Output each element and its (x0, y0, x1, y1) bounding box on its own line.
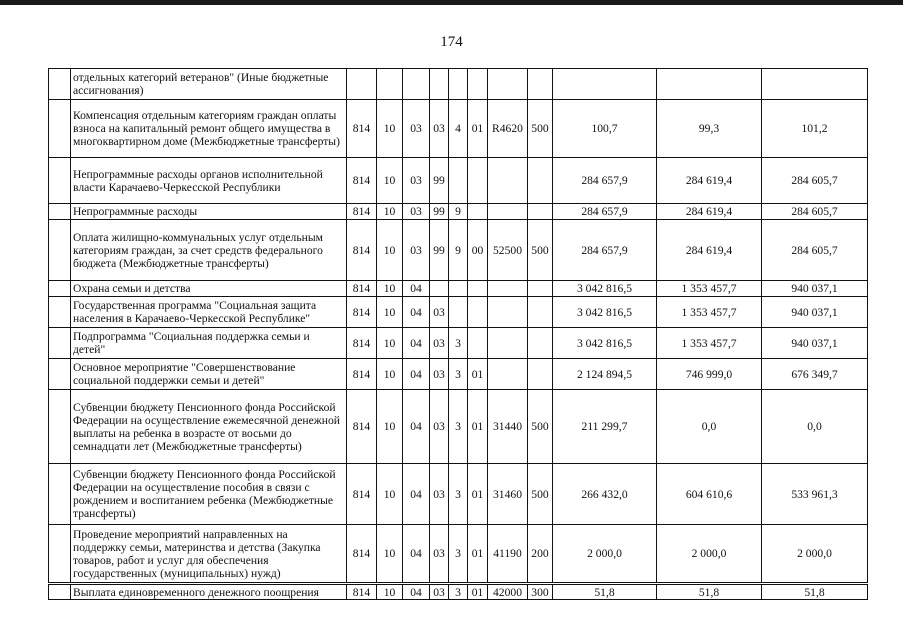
row-name-cell: Непрограммные расходы органов исполнительной власти Карачаево-Черкесской Республики (71, 158, 347, 204)
target-code-3-cell: 01 (468, 390, 488, 464)
vr-code-cell (528, 359, 553, 390)
target-code-2-cell (449, 297, 468, 328)
target-code-3-cell: 00 (468, 220, 488, 281)
vr-code-cell: 300 (528, 584, 553, 600)
pr-code-cell: 04 (403, 281, 430, 297)
rz-code-cell: 10 (377, 204, 403, 220)
target-code-1-cell: 03 (430, 390, 449, 464)
target-code-1-cell: 99 (430, 204, 449, 220)
year-2-amount-cell: 746 999,0 (657, 359, 762, 390)
year-3-amount-cell: 284 605,7 (762, 158, 868, 204)
pr-code-cell: 04 (403, 359, 430, 390)
target-code-4-cell: 41190 (488, 525, 528, 584)
table-row (49, 69, 868, 100)
target-code-3-cell (468, 69, 488, 100)
vr-code-cell (528, 158, 553, 204)
rz-code-cell: 10 (377, 525, 403, 584)
year-2-amount-cell: 604 610,6 (657, 464, 762, 525)
table-row (49, 584, 868, 600)
target-code-3-cell: 01 (468, 464, 488, 525)
table-row (49, 525, 868, 584)
blank-cell (49, 69, 71, 100)
row-name-cell: Основное мероприятие "Совершенствование социальной поддержки семьи и детей" (71, 359, 347, 390)
table-body (49, 69, 868, 600)
year-1-amount-cell: 3 042 816,5 (553, 328, 657, 359)
pr-code-cell: 04 (403, 328, 430, 359)
blank-cell (49, 328, 71, 359)
year-2-amount-cell: 1 353 457,7 (657, 281, 762, 297)
target-code-4-cell (488, 359, 528, 390)
year-3-amount-cell: 0,0 (762, 390, 868, 464)
gr-code-cell: 814 (347, 100, 377, 158)
year-2-amount-cell: 1 353 457,7 (657, 297, 762, 328)
target-code-2-cell: 9 (449, 204, 468, 220)
target-code-3-cell (468, 281, 488, 297)
blank-cell (49, 281, 71, 297)
blank-cell (49, 297, 71, 328)
year-3-amount-cell: 940 037,1 (762, 281, 868, 297)
target-code-4-cell (488, 328, 528, 359)
gr-code-cell: 814 (347, 281, 377, 297)
target-code-1-cell: 03 (430, 464, 449, 525)
rz-code-cell: 10 (377, 390, 403, 464)
rz-code-cell: 10 (377, 359, 403, 390)
row-name-cell: Выплата единовременного денежного поощрения (71, 584, 347, 600)
target-code-4-cell: 31440 (488, 390, 528, 464)
table-row (49, 464, 868, 525)
target-code-1-cell (430, 69, 449, 100)
rz-code-cell: 10 (377, 281, 403, 297)
gr-code-cell: 814 (347, 525, 377, 584)
target-code-4-cell (488, 297, 528, 328)
year-3-amount-cell: 676 349,7 (762, 359, 868, 390)
gr-code-cell: 814 (347, 158, 377, 204)
table-row (49, 158, 868, 204)
target-code-2-cell (449, 69, 468, 100)
blank-cell (49, 158, 71, 204)
year-3-amount-cell: 2 000,0 (762, 525, 868, 584)
pr-code-cell: 04 (403, 390, 430, 464)
gr-code-cell: 814 (347, 297, 377, 328)
year-2-amount-cell: 99,3 (657, 100, 762, 158)
target-code-3-cell (468, 158, 488, 204)
year-3-amount-cell: 101,2 (762, 100, 868, 158)
table-row (49, 281, 868, 297)
table-row (49, 297, 868, 328)
row-name-cell: Субвенции бюджету Пенсионного фонда Российской Федерации на осуществление ежемесячной денежной выплаты на ребенка в возрасте от восьми до семнадцати лет (Межбюджетные трансферты) (71, 390, 347, 464)
vr-code-cell (528, 328, 553, 359)
page-number: 174 (440, 34, 463, 50)
year-3-amount-cell (762, 69, 868, 100)
blank-cell (49, 584, 71, 600)
target-code-1-cell: 99 (430, 220, 449, 281)
year-3-amount-cell: 51,8 (762, 584, 868, 600)
blank-cell (49, 220, 71, 281)
target-code-2-cell: 3 (449, 359, 468, 390)
target-code-4-cell (488, 158, 528, 204)
table-row (49, 100, 868, 158)
blank-cell (49, 204, 71, 220)
gr-code-cell: 814 (347, 220, 377, 281)
target-code-4-cell: 42000 (488, 584, 528, 600)
pr-code-cell: 04 (403, 464, 430, 525)
target-code-2-cell (449, 281, 468, 297)
vr-code-cell (528, 281, 553, 297)
vr-code-cell (528, 204, 553, 220)
pr-code-cell: 03 (403, 220, 430, 281)
rz-code-cell: 10 (377, 158, 403, 204)
target-code-4-cell: 52500 (488, 220, 528, 281)
pr-code-cell: 04 (403, 584, 430, 600)
target-code-1-cell: 03 (430, 584, 449, 600)
rz-code-cell (377, 69, 403, 100)
target-code-1-cell (430, 281, 449, 297)
year-2-amount-cell: 284 619,4 (657, 204, 762, 220)
year-2-amount-cell: 0,0 (657, 390, 762, 464)
pr-code-cell: 03 (403, 158, 430, 204)
year-1-amount-cell: 284 657,9 (553, 204, 657, 220)
gr-code-cell: 814 (347, 328, 377, 359)
year-1-amount-cell: 284 657,9 (553, 158, 657, 204)
target-code-3-cell (468, 297, 488, 328)
target-code-2-cell: 3 (449, 390, 468, 464)
year-1-amount-cell: 100,7 (553, 100, 657, 158)
table-row (49, 328, 868, 359)
rz-code-cell: 10 (377, 328, 403, 359)
gr-code-cell: 814 (347, 464, 377, 525)
year-1-amount-cell: 2 000,0 (553, 525, 657, 584)
target-code-1-cell: 99 (430, 158, 449, 204)
row-name-cell: Проведение мероприятий направленных на поддержку семьи, материнства и детства (Закупка товаров, работ и услуг для обеспечения государственных (муниципальных) нужд) (71, 525, 347, 584)
target-code-1-cell: 03 (430, 525, 449, 584)
target-code-3-cell: 01 (468, 100, 488, 158)
vr-code-cell: 200 (528, 525, 553, 584)
year-1-amount-cell: 3 042 816,5 (553, 281, 657, 297)
target-code-2-cell: 3 (449, 328, 468, 359)
year-2-amount-cell: 284 619,4 (657, 220, 762, 281)
gr-code-cell: 814 (347, 584, 377, 600)
target-code-2-cell: 3 (449, 525, 468, 584)
budget-table (48, 68, 868, 600)
pr-code-cell: 03 (403, 204, 430, 220)
pr-code-cell: 04 (403, 297, 430, 328)
year-1-amount-cell: 266 432,0 (553, 464, 657, 525)
year-1-amount-cell: 2 124 894,5 (553, 359, 657, 390)
vr-code-cell (528, 69, 553, 100)
vr-code-cell: 500 (528, 100, 553, 158)
target-code-4-cell: R4620 (488, 100, 528, 158)
target-code-3-cell: 01 (468, 584, 488, 600)
year-1-amount-cell: 3 042 816,5 (553, 297, 657, 328)
blank-cell (49, 525, 71, 584)
year-2-amount-cell: 1 353 457,7 (657, 328, 762, 359)
blank-cell (49, 390, 71, 464)
year-1-amount-cell: 211 299,7 (553, 390, 657, 464)
vr-code-cell: 500 (528, 390, 553, 464)
target-code-4-cell (488, 204, 528, 220)
gr-code-cell: 814 (347, 359, 377, 390)
year-3-amount-cell: 284 605,7 (762, 204, 868, 220)
target-code-2-cell (449, 158, 468, 204)
year-3-amount-cell: 533 961,3 (762, 464, 868, 525)
row-name-cell: Компенсация отдельным категориям граждан оплаты взноса на капитальный ремонт общего имущества в многоквартирном доме (Межбюджетные трансферты) (71, 100, 347, 158)
blank-cell (49, 100, 71, 158)
vr-code-cell: 500 (528, 464, 553, 525)
rz-code-cell: 10 (377, 584, 403, 600)
blank-cell (49, 359, 71, 390)
target-code-2-cell: 4 (449, 100, 468, 158)
year-2-amount-cell: 284 619,4 (657, 158, 762, 204)
year-1-amount-cell (553, 69, 657, 100)
row-name-cell: Охрана семьи и детства (71, 281, 347, 297)
row-name-cell: Оплата жилищно-коммунальных услуг отдельным категориям граждан, за счет средств федерального бюджета (Межбюджетные трансферты) (71, 220, 347, 281)
year-3-amount-cell: 940 037,1 (762, 328, 868, 359)
table-row (49, 220, 868, 281)
table-row (49, 204, 868, 220)
target-code-3-cell: 01 (468, 525, 488, 584)
year-1-amount-cell: 51,8 (553, 584, 657, 600)
year-1-amount-cell: 284 657,9 (553, 220, 657, 281)
gr-code-cell: 814 (347, 204, 377, 220)
target-code-4-cell: 31460 (488, 464, 528, 525)
target-code-2-cell: 3 (449, 464, 468, 525)
gr-code-cell: 814 (347, 390, 377, 464)
vr-code-cell (528, 297, 553, 328)
row-name-cell: Подпрограмма "Социальная поддержка семьи и детей" (71, 328, 347, 359)
target-code-4-cell (488, 69, 528, 100)
rz-code-cell: 10 (377, 220, 403, 281)
year-3-amount-cell: 284 605,7 (762, 220, 868, 281)
target-code-3-cell (468, 328, 488, 359)
target-code-4-cell (488, 281, 528, 297)
year-2-amount-cell: 2 000,0 (657, 525, 762, 584)
target-code-3-cell (468, 204, 488, 220)
pr-code-cell: 04 (403, 525, 430, 584)
rz-code-cell: 10 (377, 100, 403, 158)
target-code-3-cell: 01 (468, 359, 488, 390)
target-code-2-cell: 3 (449, 584, 468, 600)
target-code-1-cell: 03 (430, 328, 449, 359)
target-code-2-cell: 9 (449, 220, 468, 281)
year-2-amount-cell (657, 69, 762, 100)
table-row (49, 390, 868, 464)
rz-code-cell: 10 (377, 297, 403, 328)
blank-cell (49, 464, 71, 525)
target-code-1-cell: 03 (430, 359, 449, 390)
pr-code-cell (403, 69, 430, 100)
row-name-cell: Субвенции бюджету Пенсионного фонда Российской Федерации на осуществление пособия в связи с рождением и воспитанием ребенка (Межбюджетные трансферты) (71, 464, 347, 525)
table-row (49, 359, 868, 390)
top-border-line (0, 0, 903, 5)
rz-code-cell: 10 (377, 464, 403, 525)
pr-code-cell: 03 (403, 100, 430, 158)
target-code-1-cell: 03 (430, 100, 449, 158)
year-3-amount-cell: 940 037,1 (762, 297, 868, 328)
row-name-cell: Непрограммные расходы (71, 204, 347, 220)
gr-code-cell (347, 69, 377, 100)
target-code-1-cell: 03 (430, 297, 449, 328)
year-2-amount-cell: 51,8 (657, 584, 762, 600)
row-name-cell: Государственная программа "Социальная защита населения в Карачаево-Черкесской Республике" (71, 297, 347, 328)
vr-code-cell: 500 (528, 220, 553, 281)
row-name-cell: отдельных категорий ветеранов" (Иные бюджетные ассигнования) (71, 69, 347, 100)
